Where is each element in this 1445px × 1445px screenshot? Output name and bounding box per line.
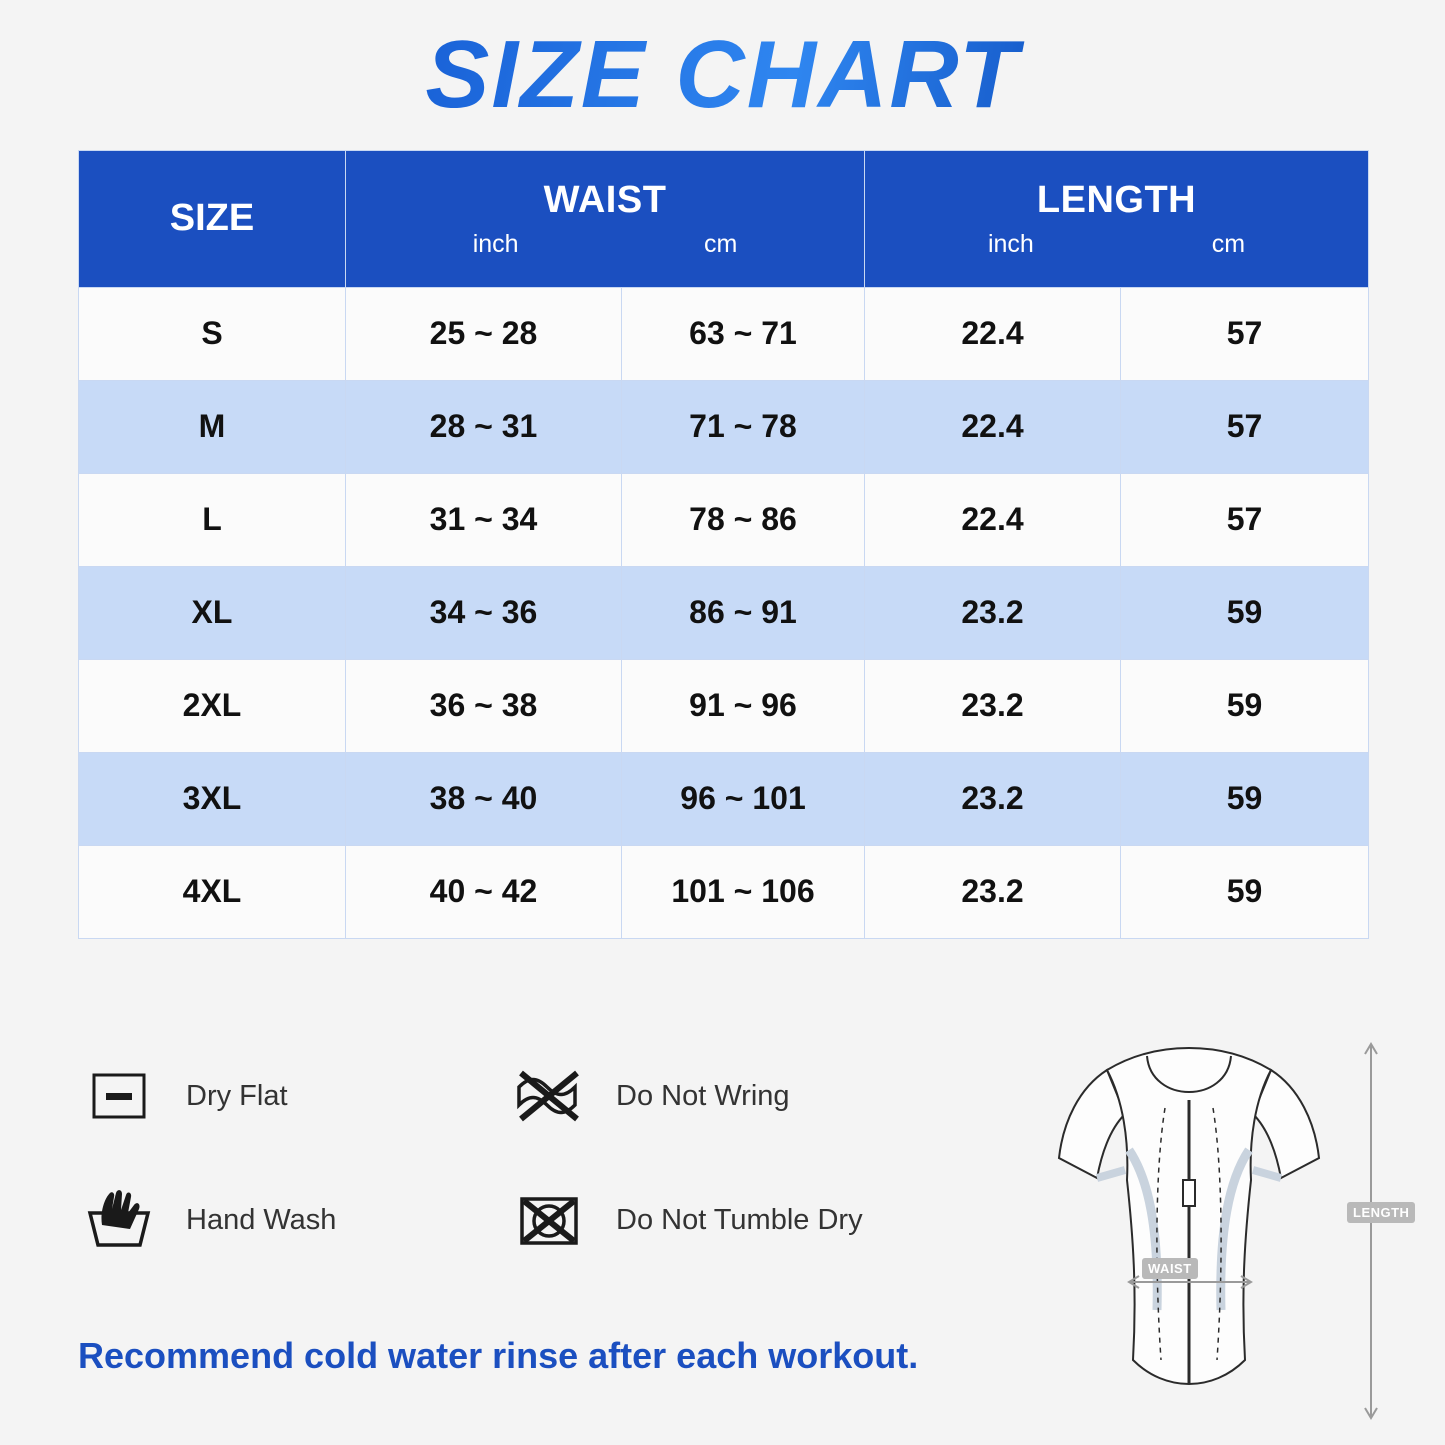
table-row	[79, 659, 1369, 752]
cell-waist-cm: 86 ~ 91	[622, 566, 865, 659]
care-label: Dry Flat	[186, 1079, 288, 1112]
cell-waist-inch: 40 ~ 42	[346, 845, 622, 938]
cell-waist-cm: 71 ~ 78	[622, 380, 865, 473]
table-body	[79, 287, 1369, 938]
garment-illustration	[979, 1030, 1410, 1430]
size-chart-table	[78, 150, 1369, 939]
cell-length-cm: 57	[1121, 287, 1369, 380]
size-table-container	[78, 150, 1367, 939]
cell-size: L	[79, 473, 346, 566]
cell-waist-cm: 91 ~ 96	[622, 659, 865, 752]
cell-length-inch: 22.4	[865, 380, 1121, 473]
cell-waist-inch: 36 ~ 38	[346, 659, 622, 752]
care-item-do-not-tumble-dry	[508, 1179, 938, 1261]
cell-size: XL	[79, 566, 346, 659]
do-not-wring-icon	[508, 1055, 590, 1137]
cell-length-inch: 22.4	[865, 473, 1121, 566]
do-not-tumble-dry-icon	[508, 1179, 590, 1261]
header-size: SIZE	[79, 150, 346, 287]
cell-length-inch: 23.2	[865, 752, 1121, 845]
cell-waist-inch: 25 ~ 28	[346, 287, 622, 380]
table-row	[79, 380, 1369, 473]
cell-waist-cm: 78 ~ 86	[622, 473, 865, 566]
header-length-unit-cm: cm	[1211, 229, 1246, 258]
cell-length-inch: 23.2	[865, 659, 1121, 752]
hand-wash-icon	[78, 1179, 160, 1261]
header-waist-unit-cm: cm	[703, 229, 738, 258]
care-item-do-not-wring	[508, 1055, 938, 1137]
cell-waist-cm: 96 ~ 101	[622, 752, 865, 845]
cell-size: 4XL	[79, 845, 346, 938]
cell-waist-inch: 34 ~ 36	[346, 566, 622, 659]
waist-measure-tag: WAIST	[1142, 1258, 1198, 1279]
table-row	[79, 752, 1369, 845]
cell-waist-cm: 101 ~ 106	[622, 845, 865, 938]
cell-size: 2XL	[79, 659, 346, 752]
header-waist-unit-inch: inch	[472, 229, 519, 258]
cell-length-cm: 59	[1121, 845, 1369, 938]
care-label: Hand Wash	[186, 1203, 337, 1236]
cell-length-cm: 57	[1121, 473, 1369, 566]
table-row	[79, 845, 1369, 938]
cell-length-cm: 59	[1121, 752, 1369, 845]
cell-size: 3XL	[79, 752, 346, 845]
care-row	[78, 1055, 938, 1137]
page-title: SIZE CHART	[0, 0, 1445, 128]
cell-waist-inch: 38 ~ 40	[346, 752, 622, 845]
cell-size: S	[79, 287, 346, 380]
cell-length-inch: 23.2	[865, 845, 1121, 938]
recommendation-note: Recommend cold water rinse after each workout.	[78, 1335, 919, 1376]
care-label: Do Not Tumble Dry	[616, 1203, 863, 1236]
care-label: Do Not Wring	[616, 1079, 790, 1112]
cell-size: M	[79, 380, 346, 473]
header-length: LENGTH inch cm	[865, 150, 1369, 287]
care-row	[78, 1179, 938, 1261]
table-row	[79, 473, 1369, 566]
cell-length-cm: 59	[1121, 566, 1369, 659]
cell-length-inch: 23.2	[865, 566, 1121, 659]
cell-length-inch: 22.4	[865, 287, 1121, 380]
cell-waist-inch: 31 ~ 34	[346, 473, 622, 566]
header-waist: WAIST inch cm	[346, 150, 865, 287]
cell-length-cm: 57	[1121, 380, 1369, 473]
care-instructions	[78, 1055, 938, 1303]
cell-waist-inch: 28 ~ 31	[346, 380, 622, 473]
table-row	[79, 566, 1369, 659]
length-measure-tag: LENGTH	[1347, 1202, 1415, 1223]
table-header	[79, 150, 1369, 287]
care-item-hand-wash	[78, 1179, 508, 1261]
table-row	[79, 287, 1369, 380]
cell-waist-cm: 63 ~ 71	[622, 287, 865, 380]
dry-flat-icon	[78, 1055, 160, 1137]
care-item-dry-flat	[78, 1055, 508, 1137]
cell-length-cm: 59	[1121, 659, 1369, 752]
header-length-unit-inch: inch	[987, 229, 1034, 258]
